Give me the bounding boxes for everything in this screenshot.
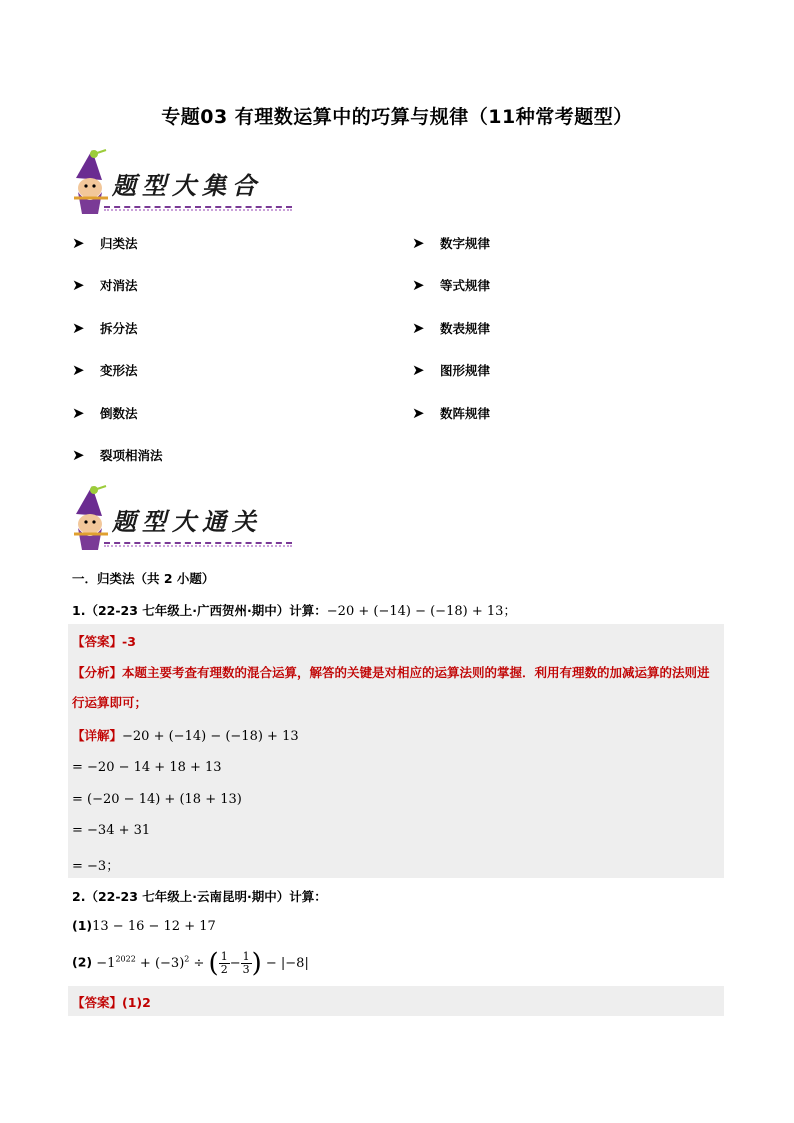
banner-divider-dots: [104, 209, 292, 211]
detail-line: [72, 726, 299, 744]
analysis-tag: 【分析】: [72, 665, 123, 680]
banner-title: 题型大通关: [112, 507, 262, 536]
list-item: ➤ 图形规律: [412, 360, 491, 379]
banner-practice: [68, 484, 298, 554]
banner-divider: [104, 206, 292, 208]
question-1: [72, 600, 516, 619]
arrow-bullet-icon: ➤: [412, 360, 425, 379]
answer-tag: 【答案】: [72, 634, 123, 649]
answer-block: [68, 986, 724, 1016]
answer-line: [72, 993, 151, 1011]
arrow-bullet-icon: ➤: [412, 403, 425, 422]
answer-value: -3: [122, 634, 136, 649]
page-title: 专题03 有理数运算中的巧算与规律（11种常考题型）: [161, 106, 633, 128]
banner-divider-dots: [104, 545, 292, 547]
list-item: ➤ 数阵规律: [412, 403, 491, 422]
list-item: ➤ 拆分法: [72, 318, 138, 337]
arrow-bullet-icon: ➤: [412, 275, 425, 294]
arrow-bullet-icon: ➤: [72, 318, 85, 337]
list-item: ➤ 变形法: [72, 360, 138, 379]
arrow-bullet-icon: ➤: [412, 318, 425, 337]
detail-expression: −20 + (−14) − (−18) + 13: [122, 729, 299, 744]
list-item: ➤ 数字规律: [412, 233, 491, 252]
arrow-bullet-icon: ➤: [72, 360, 85, 379]
question-expression: −20 + (−14) − (−18) + 13；: [326, 604, 517, 619]
solution-step: = −3；: [72, 859, 120, 874]
list-item: ➤ 裂项相消法: [72, 445, 163, 464]
list-item: ➤ 数表规律: [412, 318, 491, 337]
list-item: ➤ 等式规律: [412, 275, 491, 294]
fraction: $\frac{1}{2}$: [220, 949, 228, 976]
banner-title: 题型大集合: [112, 171, 262, 200]
list-item: ➤ 归类法: [72, 233, 138, 252]
list-item: ➤ 倒数法: [72, 403, 138, 422]
answer-value: (1)2: [122, 995, 151, 1010]
question-prefix: 1.（22-23 七年级上·广西贺州·期中）计算：: [72, 603, 327, 618]
solution-step: = −20 − 14 + 18 + 13: [72, 760, 222, 775]
detail-tag: 【详解】: [72, 728, 123, 743]
solution-step: = −34 + 31: [72, 823, 151, 838]
analysis-text: 本题主要考查有理数的混合运算，解答的关键是对相应的运算法则的掌握．利用有理数的加减运算的法则进行运算即可；: [72, 665, 710, 710]
fraction: $\frac{1}{3}$: [242, 949, 250, 976]
question-2-part-2: $(2) -1^{2022} + (-3)^2$ ÷ ( $\frac{1}{2}$ − $\frac{1}{3}$ ) − |−8|: [72, 948, 309, 978]
question-2: 2.（22-23 七年级上·云南昆明·期中）计算：: [72, 889, 327, 904]
question-2-part-1: (1)13 − 16 − 12 + 17: [72, 918, 216, 934]
answer-tag: 【答案】: [72, 995, 123, 1010]
answer-line: [72, 632, 136, 650]
arrow-bullet-icon: ➤: [72, 275, 85, 294]
section-heading: 一．归类法（共 2 小题）: [72, 571, 215, 586]
banner-question-types: [68, 148, 298, 218]
banner-divider: [104, 542, 292, 544]
arrow-bullet-icon: ➤: [72, 233, 85, 252]
solution-step: = (−20 − 14) + (18 + 13): [72, 792, 242, 807]
list-item: ➤ 对消法: [72, 275, 138, 294]
arrow-bullet-icon: ➤: [72, 403, 85, 422]
analysis-paragraph: [72, 658, 722, 718]
arrow-bullet-icon: ➤: [72, 445, 85, 464]
arrow-bullet-icon: ➤: [412, 233, 425, 252]
